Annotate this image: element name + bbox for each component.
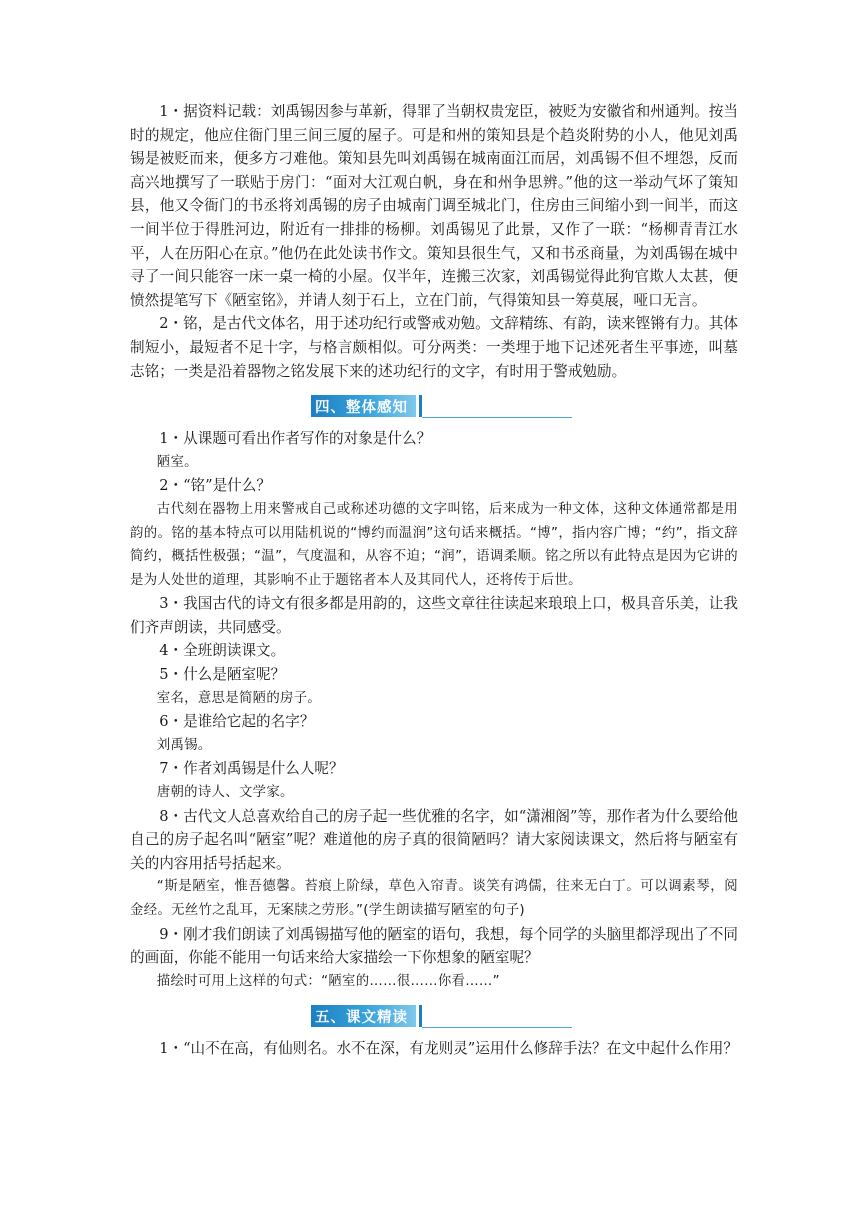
question-6: 6・是谁给它起的名字？ (159, 713, 315, 731)
section-title: 五、课文精读 (311, 1005, 416, 1027)
answer-8: “斯是陋室，惟吾德馨。苔痕上阶绿，草色入帘青。谈笑有鸿儒，往来无白丁。可以调素琴，阅金经。无丝竹之乱耳，无案牍之劳形。”(学生朗读描写陋室的句子) (130, 879, 738, 918)
question-7: 7・作者刘禹锡是什么人呢？ (159, 760, 344, 778)
background-paragraph-2: 2・铭，是古代文体名，用于述功纪行或警戒劝勉。文辞精练、有韵，读来铿锵有力。其体制短小，最短者不足十字，与格言颇相似。可分两类：一类埋于地下记述死者生平事迹，叫墓志铭；一类是沿着器物之铭发展下来的述功纪行的文字，有时用于警戒勉励。 (130, 315, 738, 380)
background-paragraph-1: 1・据资料记载：刘禹锡因参与革新，得罪了当朝权贵宠臣，被贬为安徽省和州通判。按当时的规定，他应住衙门里三间三厦的屋子。可是和州的策知县是个趋炎附势的小人，他见刘禹锡是被贬而来，便多方刁难他。策知县先叫刘禹锡在城南面江而居，刘禹锡不但不埋怨，反而高兴地撰写了一联贴于房门：“面对大江观白帆，身在和州争思辨。”他的这一举动气坏了策知县，他又令衙门的书丞将刘禹锡的房子由城南门调至城北门，住房由三间缩小到一间半，而这一间半位于得胜河边，附近有一排排的杨柳。刘禹锡见了此景，又作了一联：“杨柳青青江水平，人在历阳心在京。”他仍在此处读书作文。策知县很生气，又和书丞商量，为刘禹锡在城中寻了一间只能容一床一桌一椅的小屋。仅半年，连搬三次家，刘禹锡觉得此狗官欺人太甚，便愤然提笔写下《陋室铭》，并请人刻于石上，立在门前，气得策知县一筹莫展，哑口无言。 (130, 103, 738, 309)
section-divider (422, 417, 572, 418)
answer-9: 描绘时可用上这样的句式：“陋室的……很……你看……” (156, 973, 500, 989)
question-4: 4・全班朗读课文。 (159, 642, 286, 660)
answer-1: 陋室。 (156, 454, 198, 470)
question-1: 1・从课题可看出作者写作的对象是什么？ (159, 430, 432, 448)
question-9: 9・刚才我们朗读了刘禹锡描写他的陋室的语句，我想，每个同学的头脑里都浮现出了不同的画面，你能不能用一句话来给大家描绘一下你想象的陋室呢？ (130, 925, 738, 967)
answer-2: 古代刻在器物上用来警戒自己或称述功德的文字叫铭，后来成为一种文体，这种文体通常都是用韵的。铭的基本特点可以用陆机说的“博约而温润”这句话来概括。“博”，指内容广博；“约”，指文辞简约，概括性极强；“温”，气度温和，从容不迫；“润”，语调柔顺。铭之所以有此特点是因为它讲的是为人处世的道理，其影响不止于题铭者本人及其同代人，还将传于后世。 (130, 501, 738, 588)
answer-6: 刘禹锡。 (156, 737, 212, 753)
section-header-overall-perception (130, 389, 738, 423)
question-2: 2・“铭”是什么？ (159, 477, 271, 495)
question-3: 3・我国古代的诗文有很多都是用韵的，这些文章往往读起来琅琅上口，极具音乐美，让我们齐声朗读，共同感受。 (130, 595, 738, 636)
section-divider (422, 1027, 572, 1028)
section-title: 四、整体感知 (311, 395, 416, 417)
question-5: 5・什么是陋室呢？ (159, 666, 286, 684)
section-header-close-reading (130, 999, 738, 1033)
answer-5: 室名，意思是简陋的房子。 (156, 690, 322, 706)
answer-7: 唐朝的诗人、文学家。 (156, 785, 294, 801)
question-8: 8・古代文人总喜欢给自己的房子起一些优雅的名字，如“潇湘阁”等，那作者为什么要给他自己的房子起名叫“陋室”呢？难道他的房子真的很简陋吗？请大家阅读课文，然后将与陋室有关的内容用括号括起来。 (130, 807, 738, 872)
close-reading-question-1: 1・“山不在高，有仙则名。水不在深，有龙则灵”运用什么修辞手法？在文中起什么作用？ (159, 1040, 738, 1058)
